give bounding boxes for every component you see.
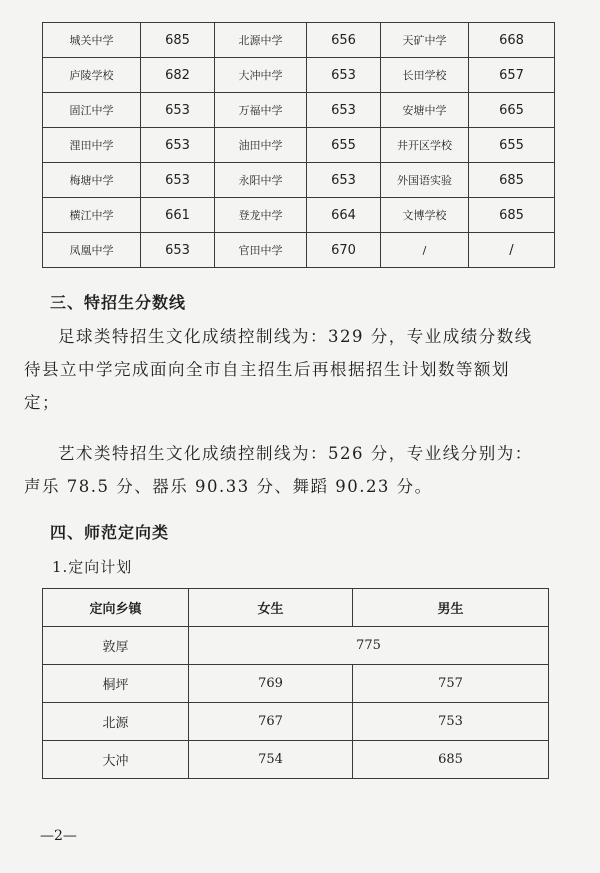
- score-cell: 665: [469, 93, 555, 128]
- score-cell: 670: [307, 233, 381, 268]
- school-name-cell: 长田学校: [381, 58, 469, 93]
- art-line-1: 艺术类特招生文化成绩控制线为：526 分，专业线分别为：: [58, 444, 533, 463]
- score-cell: 685: [469, 163, 555, 198]
- plan-female-quota: 754: [189, 741, 353, 779]
- plan-male-quota: 753: [353, 703, 549, 741]
- score-cell: 653: [307, 58, 381, 93]
- score-cell: 653: [141, 128, 215, 163]
- plan-town: 桐坪: [43, 665, 189, 703]
- section-4-heading: 四、师范定向类: [50, 523, 170, 542]
- football-line-2: 待县立中学完成面向全市自主招生后再根据招生计划数等额划: [24, 360, 510, 379]
- section-4-subheading: 1.定向计划: [52, 558, 133, 576]
- header-town: 定向乡镇: [43, 589, 189, 627]
- school-name-cell: 文博学校: [381, 198, 469, 233]
- school-name-cell: 梅塘中学: [43, 163, 141, 198]
- school-name-cell: 天矿中学: [381, 23, 469, 58]
- header-female: 女生: [189, 589, 353, 627]
- school-name-cell: 横江中学: [43, 198, 141, 233]
- school-name-cell: 登龙中学: [215, 198, 307, 233]
- school-score-table-body: [43, 23, 555, 268]
- score-row: [43, 233, 555, 268]
- school-name-cell: 北源中学: [215, 23, 307, 58]
- school-name-cell: 凤凰中学: [43, 233, 141, 268]
- score-row: [43, 93, 555, 128]
- score-cell: 656: [307, 23, 381, 58]
- score-cell: 653: [141, 233, 215, 268]
- school-name-cell: 外国语实验: [381, 163, 469, 198]
- plan-row: [43, 627, 549, 665]
- football-line-1: 足球类特招生文化成绩控制线为：329 分，专业成绩分数线: [58, 327, 533, 346]
- score-cell: 653: [141, 93, 215, 128]
- plan-town: 北源: [43, 703, 189, 741]
- art-line-2: 声乐 78.5 分、器乐 90.33 分、舞蹈 90.23 分。: [24, 477, 433, 496]
- plan-header-row: [43, 589, 549, 627]
- plan-row: [43, 741, 549, 779]
- section-3-heading: 三、特招生分数线: [50, 293, 187, 312]
- plan-town: 敦厚: [43, 627, 189, 665]
- school-name-cell: 浬田中学: [43, 128, 141, 163]
- plan-row: [43, 665, 549, 703]
- plan-combined-quota: 775: [189, 627, 549, 665]
- score-row: [43, 198, 555, 233]
- score-cell: 653: [307, 93, 381, 128]
- score-row: [43, 163, 555, 198]
- score-row: [43, 128, 555, 163]
- score-cell: 653: [307, 163, 381, 198]
- score-cell: 668: [469, 23, 555, 58]
- school-name-cell: 城关中学: [43, 23, 141, 58]
- header-male: 男生: [353, 589, 549, 627]
- plan-male-quota: 685: [353, 741, 549, 779]
- school-name-cell: /: [381, 233, 469, 268]
- score-cell: 661: [141, 198, 215, 233]
- score-cell: 653: [141, 163, 215, 198]
- school-name-cell: 庐陵学校: [43, 58, 141, 93]
- score-cell: 655: [307, 128, 381, 163]
- school-name-cell: 万福中学: [215, 93, 307, 128]
- score-cell: 664: [307, 198, 381, 233]
- page-number: —2—: [40, 828, 77, 844]
- plan-town: 大冲: [43, 741, 189, 779]
- score-cell: /: [469, 233, 555, 268]
- art-paragraph: [24, 437, 580, 503]
- plan-row: [43, 703, 549, 741]
- school-score-table: [42, 22, 555, 268]
- plan-female-quota: 767: [189, 703, 353, 741]
- score-cell: 685: [469, 198, 555, 233]
- school-name-cell: 安塘中学: [381, 93, 469, 128]
- football-line-3: 定；: [24, 393, 60, 412]
- score-row: [43, 23, 555, 58]
- school-name-cell: 井开区学校: [381, 128, 469, 163]
- score-cell: 685: [141, 23, 215, 58]
- plan-female-quota: 769: [189, 665, 353, 703]
- score-cell: 657: [469, 58, 555, 93]
- school-name-cell: 永阳中学: [215, 163, 307, 198]
- directional-plan-table: [42, 588, 549, 779]
- school-name-cell: 官田中学: [215, 233, 307, 268]
- school-name-cell: 固江中学: [43, 93, 141, 128]
- score-cell: 655: [469, 128, 555, 163]
- school-name-cell: 油田中学: [215, 128, 307, 163]
- football-paragraph: [24, 320, 580, 419]
- score-row: [43, 58, 555, 93]
- score-cell: 682: [141, 58, 215, 93]
- school-name-cell: 大冲中学: [215, 58, 307, 93]
- plan-male-quota: 757: [353, 665, 549, 703]
